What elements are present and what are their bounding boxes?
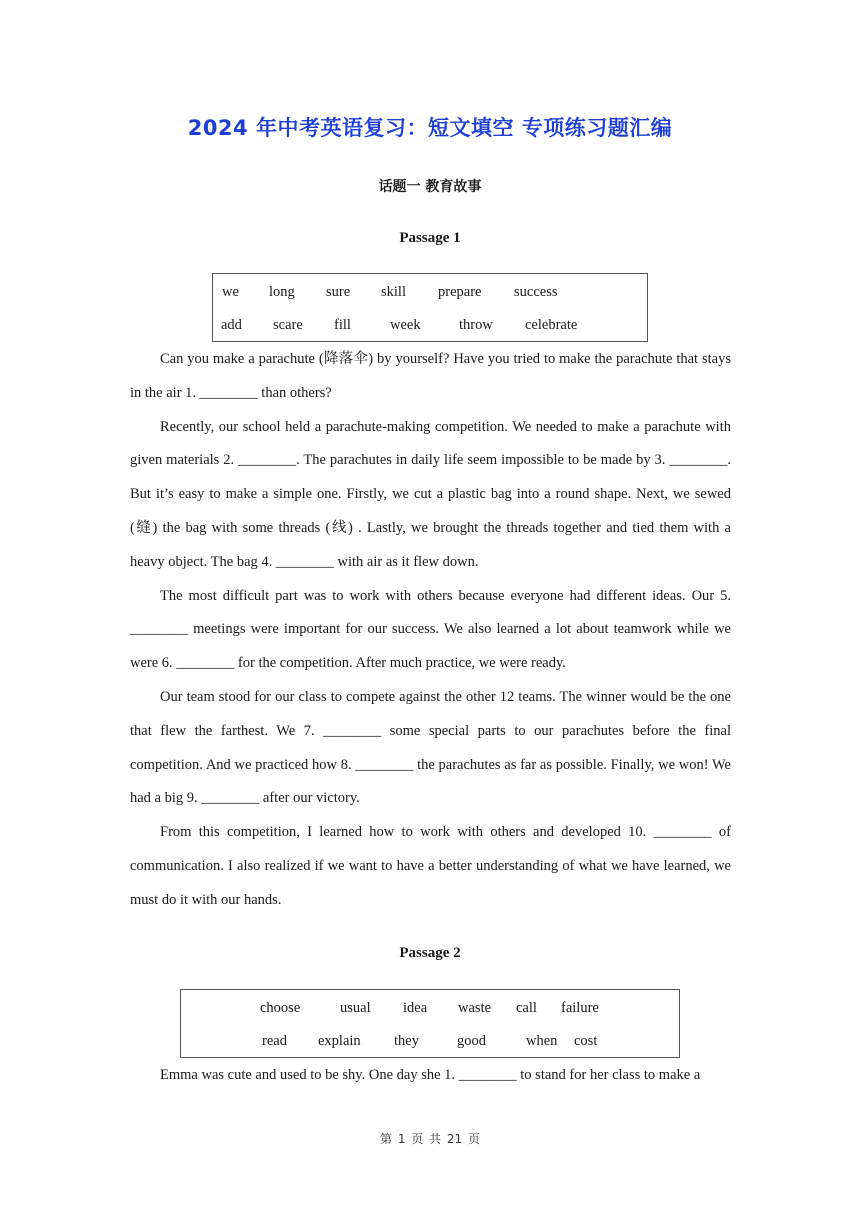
word-item: they — [394, 1033, 419, 1049]
word-item: explain — [318, 1033, 361, 1049]
word-item: when — [526, 1033, 558, 1049]
passage-2-word-box — [180, 989, 680, 1058]
passage-1-word-box — [212, 273, 648, 342]
word-item: throw — [459, 317, 493, 333]
paragraph: Recently, our school held a parachute-making competition. We needed to make a parachute with given materials 2. ________. The parachutes in daily life seem impossible to be made by 3. ________. But it’s easy to make a simple one. Firstly, we cut a plastic bag into a round shape. Next, we sewed (缝) the bag with some threads (线) . Lastly, we brought the threads together and tied them with a heavy object. The bag 4. ________ with air as it flew down. — [130, 418, 731, 570]
word-item: skill — [381, 284, 406, 300]
word-item: good — [457, 1033, 486, 1049]
word-item: failure — [561, 1000, 599, 1016]
passage-2-heading: Passage 2 — [399, 945, 461, 961]
word-item: we — [222, 284, 239, 300]
word-box-row-1 — [181, 1000, 679, 1020]
page-footer: 第 1 页 共 21 页 — [380, 1132, 480, 1146]
passage-1-body — [130, 343, 731, 918]
word-item: long — [269, 284, 295, 300]
word-box-row-2 — [181, 1033, 679, 1053]
word-item: prepare — [438, 284, 482, 300]
topic-heading: 话题一 教育故事 — [378, 179, 482, 195]
word-item: choose — [260, 1000, 301, 1016]
word-item: usual — [340, 1000, 371, 1016]
document-title: 2024 年中考英语复习：短文填空 专项练习题汇编 — [187, 116, 673, 140]
word-item: scare — [273, 317, 303, 333]
paragraph: Emma was cute and used to be shy. One day she 1. ________ to stand for her class to make a — [160, 1067, 701, 1083]
word-item: call — [516, 1000, 537, 1016]
word-item: cost — [574, 1033, 598, 1049]
paragraph: Can you make a parachute (降落伞) by yourself? Have you tried to make the parachute that stays in the air 1. ________ than others? — [130, 351, 731, 401]
paragraph: Our team stood for our class to compete against the other 12 teams. The winner would be the one that flew the farthest. We 7. ________ some special parts to our parachutes before the final competition. And we practiced how 8. ________ the parachutes as far as possible. Finally, we won! We had a big 9. ________ after our victory. — [130, 688, 731, 807]
word-box-row-1 — [213, 284, 647, 304]
word-item: sure — [326, 284, 351, 300]
word-item: success — [514, 284, 558, 300]
word-item: waste — [458, 1000, 492, 1016]
word-item: fill — [334, 317, 351, 333]
paragraph: The most difficult part was to work with others because everyone had different ideas. Our 5. ________ meetings were important for our success. We also learned a lot about teamwork while we were 6. ________ for the competition. After much practice, we were ready. — [130, 587, 731, 672]
passage-1-heading: Passage 1 — [399, 230, 461, 246]
word-item: idea — [403, 1000, 428, 1016]
word-item: add — [221, 317, 242, 333]
word-box-row-2 — [213, 317, 647, 337]
word-item: week — [390, 317, 421, 333]
passage-2-body — [130, 1059, 731, 1093]
word-item: read — [262, 1033, 287, 1049]
word-item: celebrate — [525, 317, 578, 333]
paragraph: From this competition, I learned how to work with others and developed 10. ________ of communication. I also realized if we want to have a better understanding of what we have learned, we must do it with our hands. — [130, 824, 731, 908]
